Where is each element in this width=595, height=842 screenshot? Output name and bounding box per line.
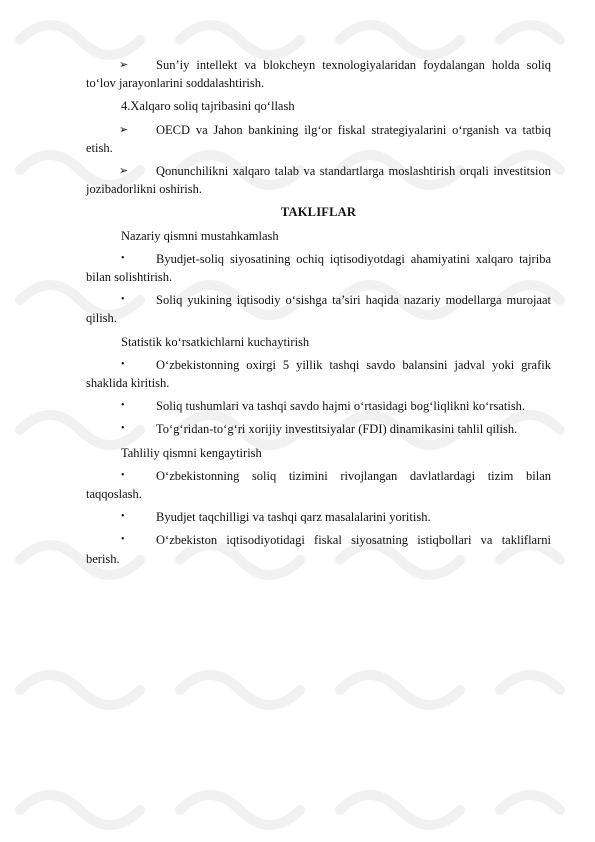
section-heading: Tahliliy qismni kengaytirish [121,445,262,460]
list-item-text: Qonunchilikni xalqaro talab va standartlarga moslashtirish orqali investitsion jozibadorlikni oshirish. [86,164,551,197]
list-item-text: O‘zbekiston iqtisodiyotidagi fiskal siyosatning istiqbollari va takliflarni berish. [86,533,551,566]
bullet-list-item [86,250,551,286]
document-body [86,56,551,568]
bullet-dot-icon: • [121,423,125,435]
list-item-text: O‘zbekistonning oxirgi 5 yillik tashqi savdo balansini jadval yoki grafik shaklida kiritish. [86,357,551,391]
arrow-bullet-icon: ➢ [119,123,129,136]
bullet-dot-icon: • [121,358,125,370]
bullet-list-item [86,397,551,415]
bullet-dot-icon: • [121,534,125,546]
section-heading: Nazariy qismni mustahkamlash [121,228,279,243]
list-item-text: Byudjet taqchilligi va tashqi qarz masalalarini yoritish. [156,510,431,525]
bullet-list-item [86,531,551,567]
section-title: TAKLIFLAR [280,205,357,220]
bullet-dot-icon: • [121,252,125,264]
arrow-list-item [86,56,551,92]
bullet-list-item [86,420,551,438]
list-item-text: O‘zbekistonning soliq tizimini rivojlangan davlatlardagi tizim bilan taqqoslash. [86,468,551,502]
arrow-list-item [86,162,551,198]
list-item-text: OECD va Jahon bankining ilg‘or fiskal strategiyalarini o‘rganish va tatbiq etish. [86,122,551,155]
arrow-bullet-icon: ➢ [119,59,129,71]
list-item-text: Soliq tushumlari va tashqi savdo hajmi o‘rtasidagi bog‘liqlikni ko‘rsatish. [156,399,526,414]
list-item-text: To‘g‘ridan-to‘g‘ri xorijiy investitsiyalar (FDI) dinamikasini tahlil qilish. [156,422,518,437]
list-item-text: Byudjet-soliq siyosatining ochiq iqtisodiyotdagi ahamiyatini xalqaro tajriba bilan solishtirish. [86,251,551,285]
bullet-list-item [86,508,551,526]
bullet-dot-icon: • [121,400,125,412]
list-item-text: Soliq yukining iqtisodiy o‘sishga ta’siri haqida nazariy modellarga murojaat qilish. [86,293,551,326]
section-heading: Statistik ko‘rsatkichlarni kuchaytirish [121,334,310,349]
arrow-list-item [86,121,551,157]
arrow-bullet-icon: ➢ [119,165,129,178]
list-item-text: Sun’iy intellekt va blokcheyn texnologiyalaridan foydalangan holda soliq to‘lov jarayonlarini soddalashtirish. [86,58,551,91]
bullet-dot-icon: • [121,294,125,306]
section-heading: 4.Xalqaro soliq tajribasini qo‘llash [121,99,295,114]
bullet-dot-icon: • [121,511,125,523]
bullet-list-item [86,356,551,392]
bullet-dot-icon: • [121,469,125,481]
bullet-list-item [86,291,551,327]
bullet-list-item [86,467,551,503]
